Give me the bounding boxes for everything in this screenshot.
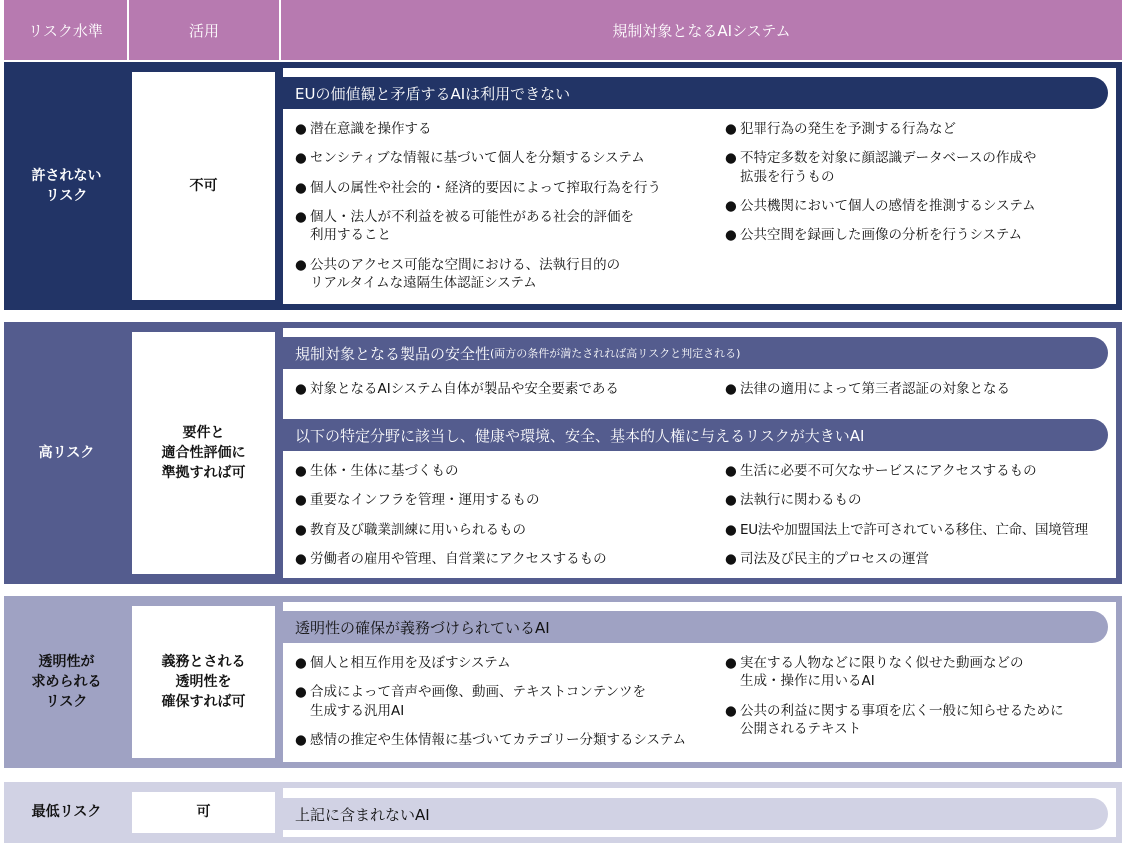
list-item: ● 対象となるAIシステム自体が製品や安全要素である <box>295 380 725 398</box>
list-item: ● 実在する人物などに限りなく似せた動画などの 生成・操作に用いるAI <box>725 654 1110 691</box>
list-item: ● 法律の適用によって第三者認証の対象となる <box>725 380 1110 398</box>
list-item: ● 公共空間を録画した画像の分析を行うシステム <box>725 226 1110 244</box>
category-bar: 以下の特定分野に該当し、健康や環境、安全、基本的人権に与えるリスクが大きいAI <box>283 419 1108 451</box>
header-usage: 活用 <box>129 0 279 60</box>
category-bar: EUの価値観と矛盾するAIは利用できない <box>283 77 1108 109</box>
items-right <box>725 462 1110 579</box>
tier-usage-label: 要件と 適合性評価に 準拠すれば可 <box>132 332 275 574</box>
tier-usage-label: 可 <box>132 792 275 833</box>
items-right <box>725 380 1110 409</box>
tier-level-label: 透明性が 求められる リスク <box>31 653 102 711</box>
list-item: ● 教育及び職業訓練に用いられるもの <box>295 521 725 539</box>
tier-unacceptable <box>4 62 1122 310</box>
list-item: ● 公共機関において個人の感情を推測するシステム <box>725 197 1110 215</box>
list-item: ● 不特定多数を対象に顔認識データベースの作成や 拡張を行うもの <box>725 149 1110 186</box>
list-item: ● 司法及び民主的プロセスの運営 <box>725 550 1110 568</box>
list-item: ● 生活に必要不可欠なサービスにアクセスするもの <box>725 462 1110 480</box>
items-left <box>295 380 725 409</box>
category-bar <box>283 337 1108 369</box>
items-left <box>295 120 725 304</box>
list-item: ● 重要なインフラを管理・運用するもの <box>295 491 725 509</box>
list-item: ● 公共の利益に関する事項を広く一般に知らせるために 公開されるテキスト <box>725 702 1110 739</box>
category-bar: 上記に含まれないAI <box>283 798 1108 830</box>
list-item: ● センシティブな情報に基づいて個人を分類するシステム <box>295 149 725 167</box>
list-item: ● 法執行に関わるもの <box>725 491 1110 509</box>
header-systems: 規制対象となるAIシステム <box>281 0 1122 60</box>
category-bar-title: 規制対象となる製品の安全性 <box>295 344 491 363</box>
category-bar-note: (両方の条件が満たされれば高リスクと判定される) <box>490 347 741 360</box>
tier-systems-panel <box>283 68 1116 304</box>
tier-usage-label: 不可 <box>132 72 275 300</box>
list-item: ● 公共のアクセス可能な空間における、法執行目的の リアルタイムな遠隔生体認証システム <box>295 256 725 293</box>
list-item: ● 労働者の雇用や管理、自営業にアクセスするもの <box>295 550 725 568</box>
items-left <box>295 654 725 760</box>
tier-systems-panel <box>283 328 1116 578</box>
tier-minimal <box>4 782 1122 843</box>
items-left <box>295 462 725 579</box>
list-item: ● 個人・法人が不利益を被る可能性がある社会的評価を 利用すること <box>295 208 725 245</box>
tier-level-label: 高リスク <box>38 444 95 461</box>
list-item: ● 個人の属性や社会的・経済的要因によって搾取行為を行う <box>295 179 725 197</box>
items-right <box>725 654 1110 749</box>
list-item: ● 生体・生体に基づくもの <box>295 462 725 480</box>
tier-transparency <box>4 596 1122 768</box>
tier-systems-panel <box>283 602 1116 762</box>
list-item: ● 感情の推定や生体情報に基づいてカテゴリー分類するシステム <box>295 731 725 749</box>
tier-usage-label: 義務とされる 透明性を 確保すれば可 <box>132 606 275 758</box>
category-bar: 透明性の確保が義務づけられているAI <box>283 611 1108 643</box>
tier-level-label: 最低リスク <box>31 804 102 821</box>
list-item: ● 個人と相互作用を及ぼすシステム <box>295 654 725 672</box>
list-item: ● 合成によって音声や画像、動画、テキストコンテンツを 生成する汎用AI <box>295 683 725 720</box>
tier-high <box>4 322 1122 584</box>
list-item: ● EU法や加盟国法上で許可されている移住、亡命、国境管理 <box>725 521 1110 539</box>
list-item: ● 犯罪行為の発生を予測する行為など <box>725 120 1110 138</box>
tier-level-label: 許されない リスク <box>31 167 102 204</box>
header-risk-level: リスク水準 <box>4 0 127 60</box>
tier-systems-panel <box>283 788 1116 837</box>
items-right <box>725 120 1110 256</box>
list-item: ● 潜在意識を操作する <box>295 120 725 138</box>
